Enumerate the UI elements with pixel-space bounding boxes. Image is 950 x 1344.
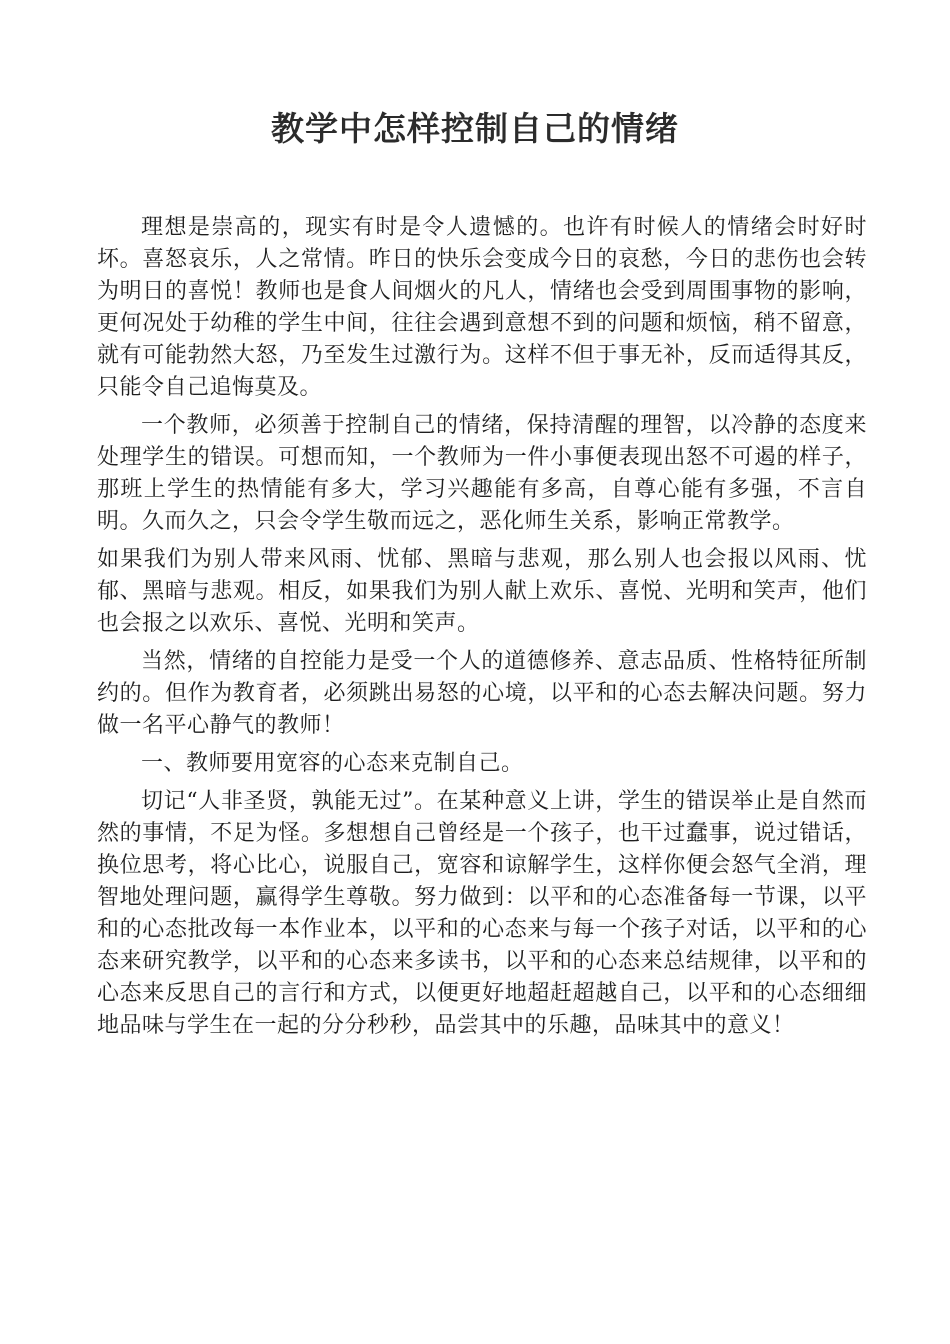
section-heading: 一、教师要用宽容的心态来克制自己。 — [141, 751, 524, 776]
paragraph-4: 当然，情绪的自控能力是受一个人的道德修养、意志品质、性格特征所制约的。但作为教育者，必须跳出易怒的心境，以平和的心态去解决问题。努力做一名平心静气的教师！ — [97, 649, 867, 738]
document-body — [97, 212, 867, 1048]
paragraph-3: 如果我们为别人带来风雨、忧郁、黑暗与悲观，那么别人也会报以风雨、忧郁、黑暗与悲观。相反，如果我们为别人献上欢乐、喜悦、光明和笑声，他们也会报之以欢乐、喜悦、光明和笑声。 — [97, 547, 867, 636]
paragraph-1: 理想是崇高的，现实有时是令人遗憾的。也许有时候人的情绪会时好时坏。喜怒哀乐，人之常情。昨日的快乐会变成今日的哀愁，今日的悲伤也会转为明日的喜悦！教师也是食人间烟火的凡人，情绪也会受到周围事物的影响，更何况处于幼稚的学生中间，往往会遇到意想不到的问题和烦恼，稍不留意，就有可能勃然大怒，乃至发生过激行为。这样不但于事无补，反而适得其反，只能令自己追悔莫及。 — [97, 215, 867, 400]
paragraph-5: 切记“人非圣贤，孰能无过”。在某种意义上讲，学生的错误举止是自然而然的事情，不足为怪。多想想自己曾经是一个孩子，也干过蠢事，说过错话，换位思考，将心比心，说服自己，宽容和谅解学生，这样你便会怒气全消，理智地处理问题，赢得学生尊敬。努力做到：以平和的心态准备每一节课，以平和的心态批改每一本作业本，以平和的心态来与每一个孩子对话，以平和的心态来研究教学，以平和的心态来多读书，以平和的心态来总结规律，以平和的心态来反思自己的言行和方式，以便更好地超赶超越自己，以平和的心态细细地品味与学生在一起的分分秒秒，品尝其中的乐趣，品味其中的意义！ — [97, 789, 867, 1038]
document-title: 教学中怎样控制自己的情绪 — [271, 109, 679, 148]
paragraph-2: 一个教师，必须善于控制自己的情绪，保持清醒的理智，以冷静的态度来处理学生的错误。可想而知，一个教师为一件小事便表现出怒不可遏的样子，那班上学生的热情能有多大，学习兴趣能有多高，自尊心能有多强，不言自明。久而久之，只会令学生敬而远之，恶化师生关系，影响正常教学。 — [97, 413, 867, 534]
